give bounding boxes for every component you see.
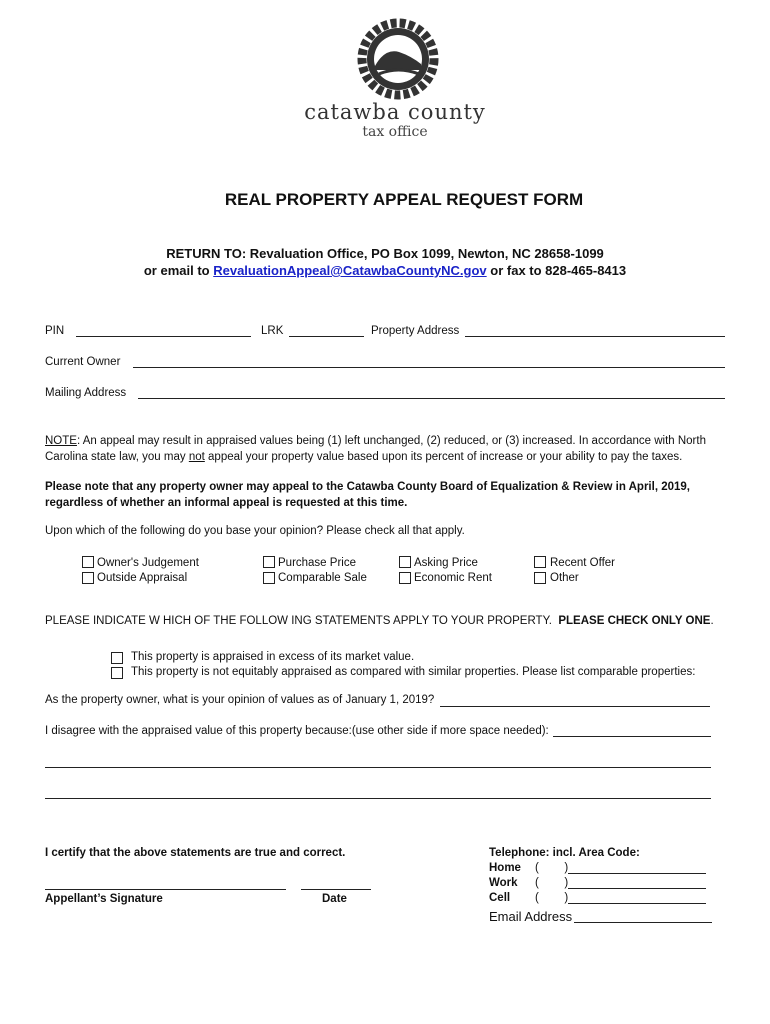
home-phone-field[interactable]: [568, 873, 706, 874]
signature-label: Appellant’s Signature: [45, 893, 163, 905]
please-note-line-1: Please note that any property owner may appeal to the Catawba County Board of Equalization & Review in April, 2019,: [45, 481, 690, 493]
mailing-address-label: Mailing Address: [45, 387, 127, 399]
owners-judgement-label: Owner's Judgement: [97, 557, 199, 569]
note-text-2a: Carolina state law, you may: [45, 451, 189, 463]
email-prefix: or email to: [143, 263, 214, 278]
recent-offer-label: Recent Offer: [550, 557, 615, 569]
current-owner-label: Current Owner: [45, 356, 121, 368]
lrk-label: LRK: [261, 325, 284, 337]
purchase-price-label: Purchase Price: [278, 557, 356, 569]
work-phone-label: Work: [489, 877, 518, 889]
comparable-sale-checkbox[interactable]: [263, 572, 275, 584]
date-field[interactable]: [301, 889, 371, 890]
pin-field[interactable]: [76, 336, 251, 337]
cell-phone-paren: ( ): [535, 892, 569, 904]
property-address-label: Property Address: [371, 325, 460, 337]
lrk-field[interactable]: [289, 336, 364, 337]
purchase-price-checkbox[interactable]: [263, 556, 275, 568]
note-label: NOTE: [45, 435, 77, 447]
email-address-label: Email Address: [489, 909, 573, 924]
county-logo: [300, 14, 490, 144]
statements-emphasis: PLEASE CHECK ONLY ONE: [558, 615, 711, 627]
opinion-value-label: As the property owner, what is your opinion of values as of January 1, 2019?: [45, 694, 435, 706]
current-owner-field[interactable]: [133, 367, 725, 368]
recent-offer-checkbox[interactable]: [534, 556, 546, 568]
note-not: not: [188, 451, 205, 463]
excess-market-value-checkbox[interactable]: [111, 652, 123, 664]
asking-price-label: Asking Price: [414, 557, 478, 569]
logo-name: catawba county: [304, 100, 486, 124]
work-phone-field[interactable]: [568, 888, 706, 889]
email-address-field[interactable]: [574, 922, 712, 923]
economic-rent-checkbox[interactable]: [399, 572, 411, 584]
property-address-field[interactable]: [465, 336, 725, 337]
excess-market-value-label: This property is appraised in excess of its market value.: [131, 651, 415, 663]
outside-appraisal-checkbox[interactable]: [82, 572, 94, 584]
statements-heading-text: PLEASE INDICATE W HICH OF THE FOLLOW ING STATEMENTS APPLY TO YOUR PROPERTY.: [45, 615, 552, 627]
note-paragraph: [45, 433, 745, 465]
not-equitable-label: This property is not equitably appraised as compared with similar properties. Please list comparable properties:: [131, 666, 696, 678]
certify-text: I certify that the above statements are true and correct.: [45, 847, 346, 859]
statements-heading: PLEASE INDICATE W HICH OF THE FOLLOW ING STATEMENTS APPLY TO YOUR PROPERTY. PLEASE CHECK ONLY ONE.: [45, 615, 714, 627]
catawba-seal-icon: [353, 14, 443, 104]
asking-price-checkbox[interactable]: [399, 556, 411, 568]
logo-subtitle: tax office: [362, 124, 428, 140]
disagree-field[interactable]: [553, 736, 711, 737]
other-checkbox[interactable]: [534, 572, 546, 584]
form-title: REAL PROPERTY APPEAL REQUEST FORM: [224, 190, 584, 209]
telephone-heading: Telephone: incl. Area Code:: [489, 847, 640, 859]
not-equitable-checkbox[interactable]: [111, 667, 123, 679]
mailing-address-field[interactable]: [138, 398, 725, 399]
work-phone-paren: ( ): [535, 877, 569, 889]
economic-rent-label: Economic Rent: [414, 572, 492, 584]
fax-text: or fax to 828-465-8413: [486, 263, 627, 278]
disagree-line-3[interactable]: [45, 798, 711, 799]
disagree-line-2[interactable]: [45, 767, 711, 768]
cell-phone-field[interactable]: [568, 903, 706, 904]
please-note-paragraph: [45, 479, 745, 511]
other-label: Other: [550, 572, 579, 584]
date-label: Date: [322, 893, 347, 905]
return-to-email-line: [0, 263, 770, 278]
home-phone-paren: ( ): [535, 862, 569, 874]
signature-field[interactable]: [45, 889, 286, 890]
opinion-question: Upon which of the following do you base your opinion? Please check all that apply.: [45, 525, 465, 537]
owners-judgement-checkbox[interactable]: [82, 556, 94, 568]
pin-label: PIN: [45, 325, 65, 337]
email-link[interactable]: RevaluationAppeal@CatawbaCountyNC.gov: [213, 263, 487, 278]
outside-appraisal-label: Outside Appraisal: [97, 572, 188, 584]
note-text-2b: appeal your property value based upon its percent of increase or your ability to pay the taxes.: [204, 451, 683, 463]
disagree-label: I disagree with the appraised value of this property because:(use other side if more space needed):: [45, 725, 549, 737]
comparable-sale-label: Comparable Sale: [278, 572, 367, 584]
home-phone-label: Home: [489, 862, 521, 874]
please-note-line-2: regardless of whether an informal appeal is requested at this time.: [45, 497, 408, 509]
opinion-value-field[interactable]: [440, 706, 710, 707]
cell-phone-label: Cell: [489, 892, 511, 904]
note-text-1: : An appeal may result in appraised values being (1) left unchanged, (2) reduced, or (3) increased. In accordance with North: [76, 435, 706, 447]
return-to-line: RETURN TO: Revaluation Office, PO Box 1099, Newton, NC 28658-1099: [166, 246, 604, 261]
